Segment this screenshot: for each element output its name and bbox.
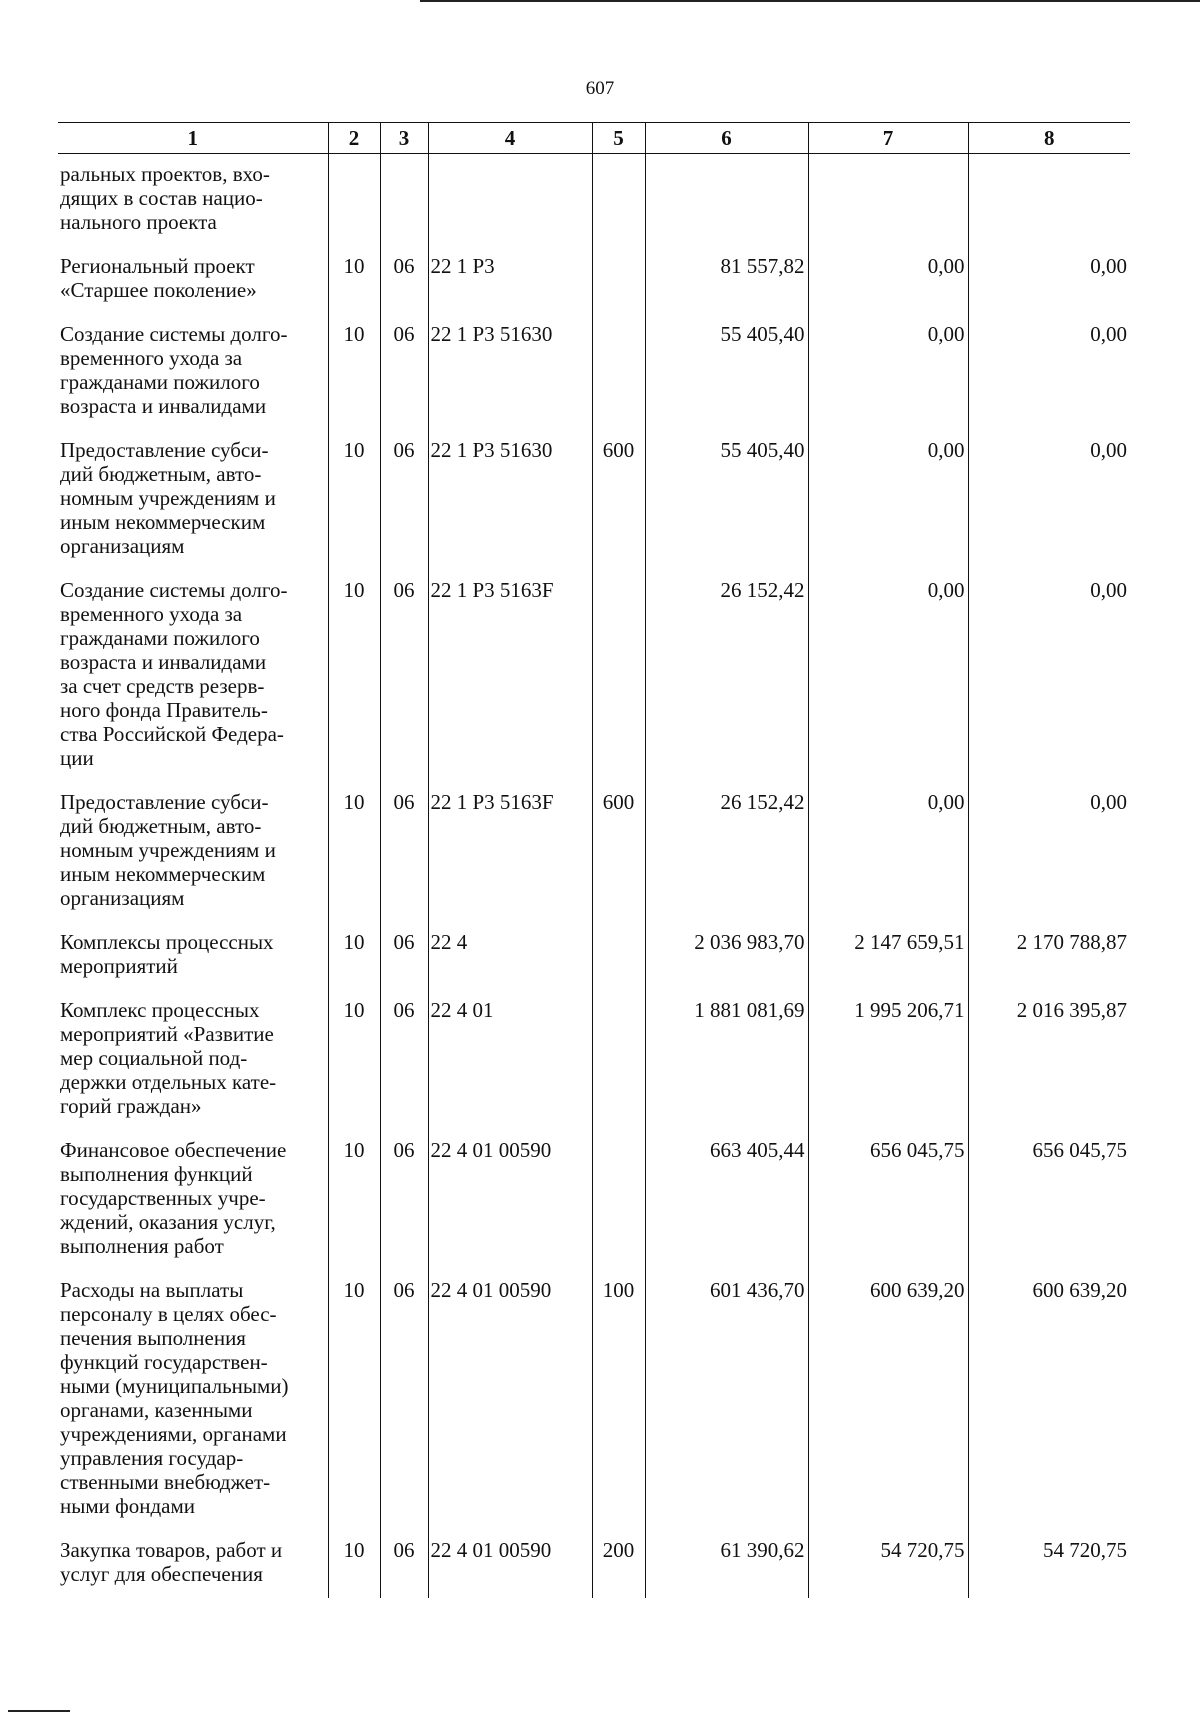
cell-target-code: 22 1 Р3 51630 xyxy=(428,314,592,430)
cell-expense-type xyxy=(592,570,645,782)
table-row xyxy=(58,430,1130,570)
cell-amount-year2 xyxy=(808,154,968,247)
table-row xyxy=(58,990,1130,1130)
table-row xyxy=(58,1130,1130,1270)
cell-section: 10 xyxy=(328,922,380,990)
cell-subsection xyxy=(380,154,428,247)
table-row xyxy=(58,922,1130,990)
item-name-line: дий бюджетным, авто- xyxy=(60,462,262,486)
item-name-line: выполнения функций xyxy=(60,1162,253,1186)
cell-amount-year2: 600 639,20 xyxy=(808,1270,968,1530)
cell-section: 10 xyxy=(328,1270,380,1530)
cell-subsection: 06 xyxy=(380,570,428,782)
cell-amount-year3 xyxy=(968,154,1130,247)
cell-target-code: 22 1 Р3 5163F xyxy=(428,570,592,782)
cell-amount-year3: 2 170 788,87 xyxy=(968,922,1130,990)
table-row xyxy=(58,314,1130,430)
cell-expense-type: 600 xyxy=(592,430,645,570)
item-name-line: мероприятий «Развитие xyxy=(60,1022,274,1046)
item-name-line: организациям xyxy=(60,886,185,910)
item-name-line: функций государствен- xyxy=(60,1350,268,1374)
cell-amount-year1: 61 390,62 xyxy=(645,1530,808,1598)
cell-amount-year1: 1 881 081,69 xyxy=(645,990,808,1130)
item-name-line: ждений, оказания услуг, xyxy=(60,1210,276,1234)
cell-section: 10 xyxy=(328,782,380,922)
column-header-subsection: 3 xyxy=(380,123,428,154)
budget-table xyxy=(58,122,1130,1598)
cell-expense-type: 600 xyxy=(592,782,645,922)
cell-expense-type: 100 xyxy=(592,1270,645,1530)
item-name-line: Комплекс процессных xyxy=(60,998,260,1022)
cell-item-name xyxy=(58,1530,328,1598)
cell-amount-year1 xyxy=(645,154,808,247)
cell-item-name xyxy=(58,154,328,247)
item-name-line: временного ухода за xyxy=(60,346,243,370)
item-name-line: номным учреждениям и xyxy=(60,486,276,510)
cell-amount-year2: 0,00 xyxy=(808,782,968,922)
item-name-line: органами, казенными xyxy=(60,1398,253,1422)
item-name-line: горий граждан» xyxy=(60,1094,202,1118)
cell-amount-year2: 2 147 659,51 xyxy=(808,922,968,990)
cell-amount-year3: 0,00 xyxy=(968,246,1130,314)
cell-section xyxy=(328,154,380,247)
cell-amount-year3: 600 639,20 xyxy=(968,1270,1130,1530)
item-name-line: ции xyxy=(60,746,94,770)
item-name-line: возраста и инвалидами xyxy=(60,394,267,418)
item-name-line: Расходы на выплаты xyxy=(60,1278,244,1302)
cell-expense-type: 200 xyxy=(592,1530,645,1598)
cell-section: 10 xyxy=(328,430,380,570)
cell-item-name xyxy=(58,1130,328,1270)
item-name-line: ства Российской Федера- xyxy=(60,722,284,746)
item-name-line: организациям xyxy=(60,534,185,558)
cell-subsection: 06 xyxy=(380,1130,428,1270)
cell-expense-type xyxy=(592,1130,645,1270)
cell-section: 10 xyxy=(328,990,380,1130)
column-header-amount-year1: 6 xyxy=(645,123,808,154)
cell-amount-year2: 0,00 xyxy=(808,314,968,430)
cell-amount-year1: 2 036 983,70 xyxy=(645,922,808,990)
cell-expense-type xyxy=(592,314,645,430)
item-name-line: Предоставление субси- xyxy=(60,790,269,814)
cell-target-code xyxy=(428,154,592,247)
cell-amount-year1: 55 405,40 xyxy=(645,314,808,430)
cell-amount-year3: 656 045,75 xyxy=(968,1130,1130,1270)
cell-amount-year3: 54 720,75 xyxy=(968,1530,1130,1598)
cell-target-code: 22 1 Р3 5163F xyxy=(428,782,592,922)
item-name-line: персоналу в целях обес- xyxy=(60,1302,277,1326)
item-name-line: мер социальной под- xyxy=(60,1046,248,1070)
table-row xyxy=(58,154,1130,247)
cell-expense-type xyxy=(592,922,645,990)
cell-subsection: 06 xyxy=(380,1270,428,1530)
table-row xyxy=(58,570,1130,782)
item-name-line: дий бюджетным, авто- xyxy=(60,814,262,838)
cell-target-code: 22 1 Р3 51630 xyxy=(428,430,592,570)
item-name-line: государственных учре- xyxy=(60,1186,266,1210)
item-name-line: учреждениями, органами xyxy=(60,1422,287,1446)
item-name-line: выполнения работ xyxy=(60,1234,224,1258)
item-name-line: услуг для обеспечения xyxy=(60,1562,263,1586)
cell-amount-year1: 601 436,70 xyxy=(645,1270,808,1530)
column-header-name: 1 xyxy=(58,123,328,154)
cell-amount-year1: 26 152,42 xyxy=(645,782,808,922)
item-name-line: ного фонда Правитель- xyxy=(60,698,268,722)
item-name-line: Создание системы долго- xyxy=(60,578,288,602)
item-name-line: нального проекта xyxy=(60,210,217,234)
item-name-line: Финансовое обеспечение xyxy=(60,1138,287,1162)
table-row xyxy=(58,1530,1130,1598)
item-name-line: Комплексы процессных xyxy=(60,930,274,954)
cell-expense-type xyxy=(592,246,645,314)
cell-amount-year2: 656 045,75 xyxy=(808,1130,968,1270)
cell-amount-year2: 0,00 xyxy=(808,570,968,782)
cell-subsection: 06 xyxy=(380,782,428,922)
cell-amount-year2: 54 720,75 xyxy=(808,1530,968,1598)
cell-item-name xyxy=(58,430,328,570)
cell-section: 10 xyxy=(328,570,380,782)
cell-amount-year3: 0,00 xyxy=(968,430,1130,570)
column-header-section: 2 xyxy=(328,123,380,154)
item-name-line: ральных проектов, вхо- xyxy=(60,162,270,186)
cell-target-code: 22 1 Р3 xyxy=(428,246,592,314)
cell-target-code: 22 4 xyxy=(428,922,592,990)
item-name-line: гражданами пожилого xyxy=(60,626,260,650)
table-row xyxy=(58,782,1130,922)
cell-section: 10 xyxy=(328,314,380,430)
cell-target-code: 22 4 01 00590 xyxy=(428,1130,592,1270)
cell-amount-year1: 55 405,40 xyxy=(645,430,808,570)
item-name-line: ственными внебюджет- xyxy=(60,1470,271,1494)
item-name-line: гражданами пожилого xyxy=(60,370,260,394)
item-name-line: держки отдельных кате- xyxy=(60,1070,277,1094)
cell-item-name xyxy=(58,314,328,430)
item-name-line: ными (муниципальными) xyxy=(60,1374,289,1398)
cell-subsection: 06 xyxy=(380,246,428,314)
item-name-line: за счет средств резерв- xyxy=(60,674,265,698)
cell-amount-year1: 663 405,44 xyxy=(645,1130,808,1270)
item-name-line: временного ухода за xyxy=(60,602,243,626)
cell-item-name xyxy=(58,782,328,922)
cell-item-name xyxy=(58,990,328,1130)
item-name-line: мероприятий xyxy=(60,954,178,978)
item-name-line: печения выполнения xyxy=(60,1326,246,1350)
cell-subsection: 06 xyxy=(380,922,428,990)
cell-amount-year2: 0,00 xyxy=(808,246,968,314)
item-name-line: иным некоммерческим xyxy=(60,862,266,886)
page-number: 607 xyxy=(585,78,615,99)
cell-item-name xyxy=(58,570,328,782)
cell-expense-type xyxy=(592,990,645,1130)
bottom-edge-rule xyxy=(8,1710,70,1712)
cell-subsection: 06 xyxy=(380,990,428,1130)
cell-amount-year2: 0,00 xyxy=(808,430,968,570)
cell-amount-year1: 81 557,82 xyxy=(645,246,808,314)
cell-subsection: 06 xyxy=(380,314,428,430)
cell-target-code: 22 4 01 00590 xyxy=(428,1530,592,1598)
cell-amount-year1: 26 152,42 xyxy=(645,570,808,782)
item-name-line: иным некоммерческим xyxy=(60,510,266,534)
table-header xyxy=(58,123,1130,154)
item-name-line: Закупка товаров, работ и xyxy=(60,1538,283,1562)
item-name-line: управления государ- xyxy=(60,1446,244,1470)
header-row xyxy=(58,123,1130,154)
cell-target-code: 22 4 01 xyxy=(428,990,592,1130)
table-body xyxy=(58,154,1130,1599)
cell-amount-year3: 0,00 xyxy=(968,570,1130,782)
item-name-line: Предоставление субси- xyxy=(60,438,269,462)
column-header-amount-year2: 7 xyxy=(808,123,968,154)
top-edge-rule xyxy=(420,0,1200,2)
item-name-line: дящих в состав нацио- xyxy=(60,186,263,210)
item-name-line: возраста и инвалидами xyxy=(60,650,267,674)
cell-item-name xyxy=(58,922,328,990)
item-name-line: Региональный проект xyxy=(60,254,255,278)
cell-subsection: 06 xyxy=(380,430,428,570)
table-row xyxy=(58,246,1130,314)
cell-item-name xyxy=(58,1270,328,1530)
item-name-line: Создание системы долго- xyxy=(60,322,288,346)
cell-amount-year3: 2 016 395,87 xyxy=(968,990,1130,1130)
table-row xyxy=(58,1270,1130,1530)
item-name-line: номным учреждениям и xyxy=(60,838,276,862)
cell-target-code: 22 4 01 00590 xyxy=(428,1270,592,1530)
cell-section: 10 xyxy=(328,246,380,314)
column-header-target-code: 4 xyxy=(428,123,592,154)
cell-expense-type xyxy=(592,154,645,247)
item-name-line: «Старшее поколение» xyxy=(60,278,257,302)
cell-subsection: 06 xyxy=(380,1530,428,1598)
cell-item-name xyxy=(58,246,328,314)
column-header-expense-type: 5 xyxy=(592,123,645,154)
column-header-amount-year3: 8 xyxy=(968,123,1130,154)
item-name-line: ными фондами xyxy=(60,1494,196,1518)
cell-amount-year3: 0,00 xyxy=(968,782,1130,922)
cell-section: 10 xyxy=(328,1130,380,1270)
cell-section: 10 xyxy=(328,1530,380,1598)
cell-amount-year3: 0,00 xyxy=(968,314,1130,430)
cell-amount-year2: 1 995 206,71 xyxy=(808,990,968,1130)
